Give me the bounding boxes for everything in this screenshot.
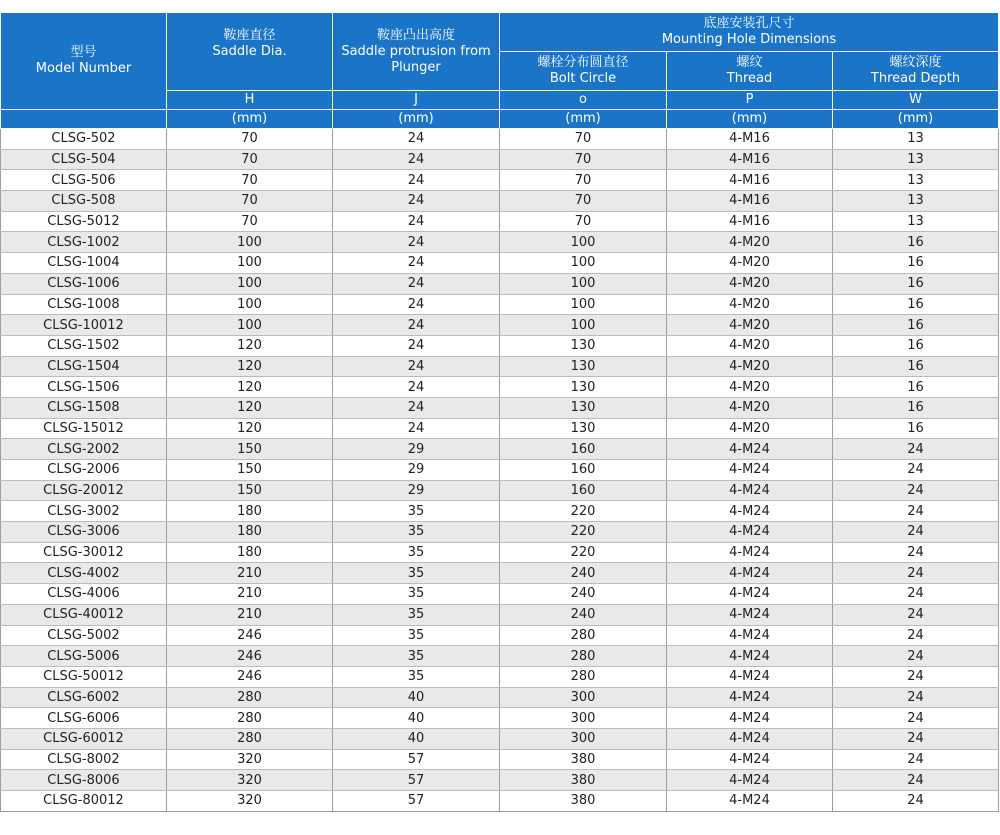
thread-cell: 4-M16 (667, 170, 833, 191)
thread-cell: 4-M20 (667, 356, 833, 377)
thread-cell: 4-M24 (667, 646, 833, 667)
thread-cell: 4-M20 (667, 253, 833, 274)
bolt-circle-cell: 280 (500, 646, 667, 667)
header-model-en: Model Number (35, 61, 132, 76)
thread-cell: 4-M24 (667, 604, 833, 625)
table-row (1, 728, 999, 749)
thread-cell: 4-M24 (667, 542, 833, 563)
saddle-dia-cell: 120 (167, 397, 333, 418)
table-row (1, 791, 999, 812)
thread-depth-cell: 24 (833, 646, 999, 667)
model-cell: CLSG-508 (1, 191, 167, 212)
saddle-dia-cell: 100 (167, 315, 333, 336)
thread-cell: 4-M24 (667, 625, 833, 646)
thread-depth-cell: 24 (833, 563, 999, 584)
unit-o: (mm) (500, 110, 667, 129)
thread-depth-cell: 13 (833, 129, 999, 150)
model-cell: CLSG-3006 (1, 522, 167, 543)
table-row (1, 315, 999, 336)
thread-cell: 4-M24 (667, 791, 833, 812)
symbol-w: W (833, 91, 999, 110)
thread-cell: 4-M20 (667, 273, 833, 294)
header-mounting-cn: 底座安装孔尺寸 (703, 16, 795, 31)
protrusion-cell: 57 (333, 749, 500, 770)
table-row (1, 191, 999, 212)
table-row (1, 129, 999, 150)
header-thread-depth (833, 52, 999, 91)
thread-cell: 4-M24 (667, 584, 833, 605)
bolt-circle-cell: 160 (500, 439, 667, 460)
model-cell: CLSG-502 (1, 129, 167, 150)
thread-depth-cell: 24 (833, 749, 999, 770)
header-saddle-dia-en: Saddle Dia. (212, 44, 287, 59)
protrusion-cell: 35 (333, 542, 500, 563)
saddle-dia-cell: 100 (167, 294, 333, 315)
bolt-circle-cell: 70 (500, 129, 667, 150)
thread-depth-cell: 13 (833, 170, 999, 191)
thread-depth-cell: 24 (833, 584, 999, 605)
header-mounting (500, 13, 999, 52)
table-row (1, 253, 999, 274)
protrusion-cell: 35 (333, 522, 500, 543)
thread-cell: 4-M24 (667, 522, 833, 543)
thread-depth-cell: 13 (833, 191, 999, 212)
thread-cell: 4-M24 (667, 501, 833, 522)
protrusion-cell: 24 (333, 191, 500, 212)
thread-cell: 4-M20 (667, 232, 833, 253)
bolt-circle-cell: 240 (500, 584, 667, 605)
table-row (1, 770, 999, 791)
header-thread-en: Thread (726, 71, 773, 86)
header-thread-cn: 螺纹 (736, 55, 763, 70)
header-mounting-en: Mounting Hole Dimensions (661, 32, 837, 47)
model-cell: CLSG-2006 (1, 460, 167, 481)
bolt-circle-cell: 300 (500, 708, 667, 729)
thread-cell: 4-M24 (667, 687, 833, 708)
saddle-dia-cell: 100 (167, 253, 333, 274)
saddle-dia-cell: 120 (167, 335, 333, 356)
protrusion-cell: 24 (333, 273, 500, 294)
thread-depth-cell: 24 (833, 728, 999, 749)
thread-depth-cell: 13 (833, 149, 999, 170)
symbol-j: J (333, 91, 500, 110)
table-row (1, 687, 999, 708)
unit-model (1, 110, 167, 129)
table-row (1, 480, 999, 501)
protrusion-cell: 24 (333, 211, 500, 232)
bolt-circle-cell: 100 (500, 253, 667, 274)
saddle-dia-cell: 210 (167, 584, 333, 605)
thread-cell: 4-M24 (667, 728, 833, 749)
protrusion-cell: 24 (333, 232, 500, 253)
saddle-dia-cell: 150 (167, 460, 333, 481)
saddle-dia-cell: 70 (167, 170, 333, 191)
model-cell: CLSG-3002 (1, 501, 167, 522)
thread-cell: 4-M24 (667, 770, 833, 791)
protrusion-cell: 24 (333, 170, 500, 191)
table-row (1, 170, 999, 191)
model-cell: CLSG-1002 (1, 232, 167, 253)
table-row (1, 294, 999, 315)
bolt-circle-cell: 100 (500, 273, 667, 294)
thread-depth-cell: 24 (833, 460, 999, 481)
protrusion-cell: 29 (333, 480, 500, 501)
table-row (1, 356, 999, 377)
table-row (1, 335, 999, 356)
thread-cell: 4-M24 (667, 439, 833, 460)
bolt-circle-cell: 100 (500, 294, 667, 315)
table-row (1, 625, 999, 646)
bolt-circle-cell: 220 (500, 542, 667, 563)
thread-cell: 4-M20 (667, 335, 833, 356)
symbol-h: H (167, 91, 333, 110)
protrusion-cell: 35 (333, 666, 500, 687)
protrusion-cell: 40 (333, 687, 500, 708)
thread-cell: 4-M24 (667, 480, 833, 501)
saddle-dia-cell: 150 (167, 480, 333, 501)
model-cell: CLSG-504 (1, 149, 167, 170)
thread-cell: 4-M24 (667, 460, 833, 481)
model-cell: CLSG-20012 (1, 480, 167, 501)
thread-depth-cell: 16 (833, 356, 999, 377)
thread-depth-cell: 16 (833, 232, 999, 253)
bolt-circle-cell: 130 (500, 418, 667, 439)
header-protrusion-en1: Saddle protrusion from (341, 44, 491, 59)
header-bolt-circle (500, 52, 667, 91)
header-saddle-dia-cn: 鞍座直径 (223, 28, 276, 43)
table-header (1, 13, 999, 129)
protrusion-cell: 57 (333, 791, 500, 812)
thread-depth-cell: 16 (833, 397, 999, 418)
table-body (1, 129, 999, 812)
thread-depth-cell: 24 (833, 625, 999, 646)
model-cell: CLSG-6006 (1, 708, 167, 729)
table-row (1, 522, 999, 543)
model-cell: CLSG-5012 (1, 211, 167, 232)
thread-depth-cell: 24 (833, 480, 999, 501)
bolt-circle-cell: 70 (500, 211, 667, 232)
model-cell: CLSG-6002 (1, 687, 167, 708)
thread-depth-cell: 24 (833, 542, 999, 563)
model-cell: CLSG-1004 (1, 253, 167, 274)
spec-table (0, 12, 999, 812)
saddle-dia-cell: 246 (167, 666, 333, 687)
protrusion-cell: 24 (333, 149, 500, 170)
saddle-dia-cell: 100 (167, 232, 333, 253)
protrusion-cell: 24 (333, 397, 500, 418)
table-row (1, 418, 999, 439)
thread-depth-cell: 24 (833, 501, 999, 522)
thread-depth-cell: 24 (833, 687, 999, 708)
bolt-circle-cell: 70 (500, 191, 667, 212)
bolt-circle-cell: 300 (500, 728, 667, 749)
protrusion-cell: 35 (333, 584, 500, 605)
table-row (1, 397, 999, 418)
model-cell: CLSG-80012 (1, 791, 167, 812)
protrusion-cell: 29 (333, 460, 500, 481)
thread-depth-cell: 24 (833, 439, 999, 460)
table-row (1, 460, 999, 481)
model-cell: CLSG-30012 (1, 542, 167, 563)
protrusion-cell: 35 (333, 604, 500, 625)
header-model-cn: 型号 (70, 45, 97, 60)
saddle-dia-cell: 70 (167, 129, 333, 150)
saddle-dia-cell: 120 (167, 377, 333, 398)
thread-depth-cell: 16 (833, 294, 999, 315)
model-cell: CLSG-50012 (1, 666, 167, 687)
thread-cell: 4-M24 (667, 666, 833, 687)
table-row (1, 666, 999, 687)
table-row (1, 232, 999, 253)
bolt-circle-cell: 300 (500, 687, 667, 708)
protrusion-cell: 35 (333, 646, 500, 667)
bolt-circle-cell: 70 (500, 149, 667, 170)
header-thread-depth-cn: 螺纹深度 (889, 55, 942, 70)
model-cell: CLSG-1508 (1, 397, 167, 418)
thread-cell: 4-M16 (667, 211, 833, 232)
protrusion-cell: 40 (333, 708, 500, 729)
saddle-dia-cell: 180 (167, 522, 333, 543)
table-row (1, 542, 999, 563)
bolt-circle-cell: 100 (500, 232, 667, 253)
bolt-circle-cell: 380 (500, 791, 667, 812)
model-cell: CLSG-10012 (1, 315, 167, 336)
thread-depth-cell: 16 (833, 418, 999, 439)
header-bolt-circle-en: Bolt Circle (549, 71, 617, 86)
protrusion-cell: 35 (333, 563, 500, 584)
bolt-circle-cell: 380 (500, 770, 667, 791)
model-cell: CLSG-1502 (1, 335, 167, 356)
table-row (1, 211, 999, 232)
model-cell: CLSG-5002 (1, 625, 167, 646)
thread-cell: 4-M20 (667, 315, 833, 336)
protrusion-cell: 24 (333, 315, 500, 336)
saddle-dia-cell: 320 (167, 770, 333, 791)
thread-cell: 4-M24 (667, 749, 833, 770)
model-cell: CLSG-1008 (1, 294, 167, 315)
saddle-dia-cell: 280 (167, 728, 333, 749)
thread-depth-cell: 24 (833, 770, 999, 791)
bolt-circle-cell: 100 (500, 315, 667, 336)
saddle-dia-cell: 70 (167, 191, 333, 212)
protrusion-cell: 24 (333, 418, 500, 439)
spec-table-container (0, 12, 1000, 812)
unit-p: (mm) (667, 110, 833, 129)
thread-cell: 4-M20 (667, 397, 833, 418)
unit-h: (mm) (167, 110, 333, 129)
table-row (1, 749, 999, 770)
saddle-dia-cell: 210 (167, 563, 333, 584)
thread-depth-cell: 24 (833, 522, 999, 543)
model-cell: CLSG-8002 (1, 749, 167, 770)
table-row (1, 563, 999, 584)
model-cell: CLSG-2002 (1, 439, 167, 460)
thread-depth-cell: 24 (833, 604, 999, 625)
table-row (1, 646, 999, 667)
table-row (1, 604, 999, 625)
saddle-dia-cell: 210 (167, 604, 333, 625)
thread-cell: 4-M20 (667, 294, 833, 315)
bolt-circle-cell: 280 (500, 625, 667, 646)
protrusion-cell: 24 (333, 294, 500, 315)
protrusion-cell: 24 (333, 335, 500, 356)
thread-cell: 4-M20 (667, 418, 833, 439)
protrusion-cell: 24 (333, 253, 500, 274)
saddle-dia-cell: 280 (167, 687, 333, 708)
bolt-circle-cell: 380 (500, 749, 667, 770)
bolt-circle-cell: 220 (500, 501, 667, 522)
table-row (1, 584, 999, 605)
table-row (1, 708, 999, 729)
thread-depth-cell: 24 (833, 791, 999, 812)
bolt-circle-cell: 240 (500, 563, 667, 584)
bolt-circle-cell: 130 (500, 335, 667, 356)
model-cell: CLSG-8006 (1, 770, 167, 791)
bolt-circle-cell: 280 (500, 666, 667, 687)
header-thread-depth-en: Thread Depth (870, 71, 961, 86)
thread-depth-cell: 13 (833, 211, 999, 232)
thread-depth-cell: 16 (833, 253, 999, 274)
protrusion-cell: 35 (333, 501, 500, 522)
saddle-dia-cell: 70 (167, 149, 333, 170)
header-protrusion-en2: Plunger (391, 60, 441, 75)
bolt-circle-cell: 70 (500, 170, 667, 191)
saddle-dia-cell: 180 (167, 542, 333, 563)
bolt-circle-cell: 220 (500, 522, 667, 543)
thread-cell: 4-M16 (667, 149, 833, 170)
saddle-dia-cell: 180 (167, 501, 333, 522)
model-cell: CLSG-60012 (1, 728, 167, 749)
model-cell: CLSG-1506 (1, 377, 167, 398)
model-cell: CLSG-4006 (1, 584, 167, 605)
thread-cell: 4-M24 (667, 708, 833, 729)
model-cell: CLSG-506 (1, 170, 167, 191)
protrusion-cell: 40 (333, 728, 500, 749)
thread-cell: 4-M20 (667, 377, 833, 398)
header-protrusion-cn: 鞍座凸出高度 (376, 28, 455, 43)
saddle-dia-cell: 100 (167, 273, 333, 294)
bolt-circle-cell: 130 (500, 397, 667, 418)
header-bolt-circle-cn: 螺栓分布圆直径 (537, 55, 629, 70)
bolt-circle-cell: 160 (500, 480, 667, 501)
saddle-dia-cell: 280 (167, 708, 333, 729)
model-cell: CLSG-1504 (1, 356, 167, 377)
bolt-circle-cell: 130 (500, 377, 667, 398)
model-cell: CLSG-40012 (1, 604, 167, 625)
table-row (1, 501, 999, 522)
table-row (1, 377, 999, 398)
header-model (1, 13, 167, 110)
header-saddle-dia (167, 13, 333, 91)
table-row (1, 439, 999, 460)
thread-depth-cell: 24 (833, 666, 999, 687)
saddle-dia-cell: 320 (167, 791, 333, 812)
protrusion-cell: 57 (333, 770, 500, 791)
model-cell: CLSG-4002 (1, 563, 167, 584)
saddle-dia-cell: 70 (167, 211, 333, 232)
saddle-dia-cell: 150 (167, 439, 333, 460)
symbol-o: o (500, 91, 667, 110)
protrusion-cell: 24 (333, 129, 500, 150)
thread-depth-cell: 24 (833, 708, 999, 729)
bolt-circle-cell: 130 (500, 356, 667, 377)
bolt-circle-cell: 240 (500, 604, 667, 625)
protrusion-cell: 24 (333, 377, 500, 398)
model-cell: CLSG-15012 (1, 418, 167, 439)
saddle-dia-cell: 120 (167, 418, 333, 439)
symbol-p: P (667, 91, 833, 110)
protrusion-cell: 35 (333, 625, 500, 646)
model-cell: CLSG-1006 (1, 273, 167, 294)
thread-depth-cell: 16 (833, 273, 999, 294)
table-row (1, 273, 999, 294)
unit-w: (mm) (833, 110, 999, 129)
thread-cell: 4-M16 (667, 191, 833, 212)
thread-cell: 4-M16 (667, 129, 833, 150)
saddle-dia-cell: 120 (167, 356, 333, 377)
header-thread (667, 52, 833, 91)
saddle-dia-cell: 246 (167, 625, 333, 646)
thread-cell: 4-M24 (667, 563, 833, 584)
saddle-dia-cell: 320 (167, 749, 333, 770)
header-protrusion (333, 13, 500, 91)
protrusion-cell: 24 (333, 356, 500, 377)
bolt-circle-cell: 160 (500, 460, 667, 481)
protrusion-cell: 29 (333, 439, 500, 460)
saddle-dia-cell: 246 (167, 646, 333, 667)
thread-depth-cell: 16 (833, 315, 999, 336)
model-cell: CLSG-5006 (1, 646, 167, 667)
thread-depth-cell: 16 (833, 335, 999, 356)
table-row (1, 149, 999, 170)
unit-j: (mm) (333, 110, 500, 129)
thread-depth-cell: 16 (833, 377, 999, 398)
